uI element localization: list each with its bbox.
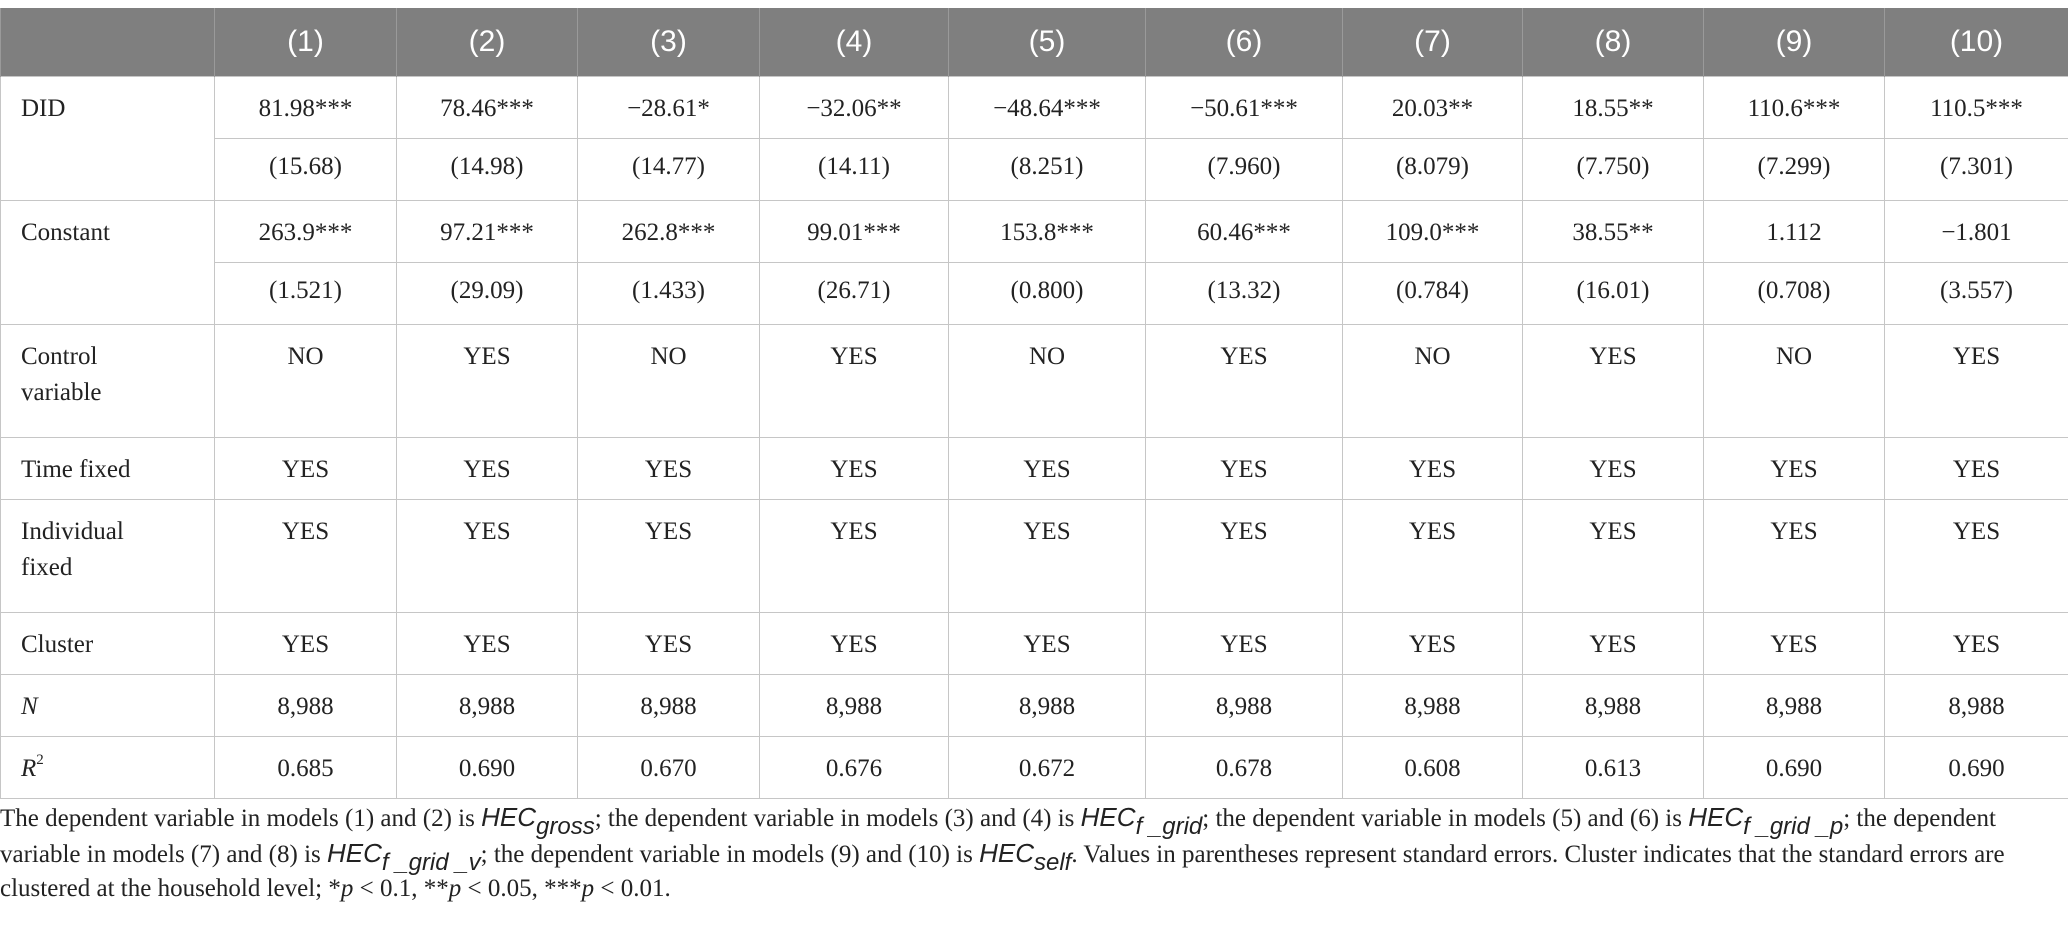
table-cell: 18.55** bbox=[1523, 77, 1704, 139]
note-var-hec-gross bbox=[481, 802, 595, 840]
table-cell: YES bbox=[397, 500, 578, 613]
table-cell: 110.6*** bbox=[1704, 77, 1885, 139]
table-cell: YES bbox=[1885, 438, 2068, 500]
table-cell: YES bbox=[949, 613, 1146, 675]
regression-table-container bbox=[0, 8, 2068, 799]
table-cell: 0.685 bbox=[215, 737, 397, 799]
table-cell: (1.521) bbox=[215, 263, 397, 325]
note-var-base: HEC bbox=[481, 802, 536, 832]
table-cell: 20.03** bbox=[1343, 77, 1523, 139]
note-var-base: HEC bbox=[1080, 802, 1136, 832]
table-cell: 0.690 bbox=[397, 737, 578, 799]
table-cell: YES bbox=[760, 325, 949, 438]
table-cell: YES bbox=[1343, 500, 1523, 613]
row-label-n: N bbox=[1, 675, 215, 737]
table-cell: NO bbox=[1704, 325, 1885, 438]
note-var-hec-f-grid-p bbox=[1688, 802, 1844, 840]
control-row bbox=[1, 325, 2068, 438]
individual-fixed-row bbox=[1, 500, 2068, 613]
table-cell: −48.64*** bbox=[949, 77, 1146, 139]
table-cell: (8.251) bbox=[949, 139, 1146, 201]
table-cell: 8,988 bbox=[215, 675, 397, 737]
table-cell: YES bbox=[1146, 438, 1343, 500]
table-cell: −32.06** bbox=[760, 77, 949, 139]
table-cell: (7.750) bbox=[1523, 139, 1704, 201]
table-cell: YES bbox=[949, 438, 1146, 500]
table-cell: 8,988 bbox=[760, 675, 949, 737]
table-cell: YES bbox=[215, 613, 397, 675]
table-cell: 8,988 bbox=[949, 675, 1146, 737]
r2-superscript: 2 bbox=[36, 752, 44, 768]
table-cell: 8,988 bbox=[1146, 675, 1343, 737]
row-label-time-fixed: Time fixed bbox=[1, 438, 215, 500]
note-text: ; the dependent variable in models (9) and (10) is bbox=[480, 841, 980, 868]
note-var-sub: self bbox=[1034, 849, 1072, 876]
col-header: (7) bbox=[1343, 8, 1523, 77]
table-cell: YES bbox=[578, 613, 760, 675]
col-header: (10) bbox=[1885, 8, 2068, 77]
table-cell: (7.960) bbox=[1146, 139, 1343, 201]
table-cell: (7.301) bbox=[1885, 139, 2068, 201]
row-label-constant: Constant bbox=[1, 201, 215, 325]
table-cell: 8,988 bbox=[1343, 675, 1523, 737]
note-text: The dependent variable in models (1) and (2) is bbox=[0, 805, 482, 832]
note-var-hec-f-grid-v bbox=[327, 838, 481, 876]
table-cell: −1.801 bbox=[1885, 201, 2068, 263]
row-label-individual-line2: fixed bbox=[21, 554, 73, 581]
table-cell: 60.46*** bbox=[1146, 201, 1343, 263]
did-coef-row bbox=[1, 77, 2068, 139]
table-cell: 99.01*** bbox=[760, 201, 949, 263]
table-cell: 8,988 bbox=[1885, 675, 2068, 737]
table-footnote bbox=[0, 800, 2060, 906]
row-label-did: DID bbox=[1, 77, 215, 201]
col-header: (9) bbox=[1704, 8, 1885, 77]
table-cell: YES bbox=[1704, 613, 1885, 675]
table-cell: 1.112 bbox=[1704, 201, 1885, 263]
r2-row bbox=[1, 737, 2068, 799]
constant-se-row bbox=[1, 263, 2068, 325]
table-cell: −28.61* bbox=[578, 77, 760, 139]
table-cell: YES bbox=[1146, 500, 1343, 613]
table-cell: YES bbox=[760, 613, 949, 675]
table-cell: (14.98) bbox=[397, 139, 578, 201]
row-label-control bbox=[1, 325, 215, 438]
row-label-cluster: Cluster bbox=[1, 613, 215, 675]
table-cell: YES bbox=[1885, 500, 2068, 613]
table-cell: YES bbox=[760, 438, 949, 500]
did-se-row bbox=[1, 139, 2068, 201]
table-cell: (14.77) bbox=[578, 139, 760, 201]
col-header: (5) bbox=[949, 8, 1146, 77]
table-cell: YES bbox=[578, 500, 760, 613]
table-cell: YES bbox=[1523, 438, 1704, 500]
table-cell: YES bbox=[1704, 500, 1885, 613]
table-cell: (7.299) bbox=[1704, 139, 1885, 201]
table-cell: 109.0*** bbox=[1343, 201, 1523, 263]
note-var-base: HEC bbox=[979, 838, 1034, 868]
col-header: (2) bbox=[397, 8, 578, 77]
table-cell: NO bbox=[1343, 325, 1523, 438]
table-cell: YES bbox=[1885, 613, 2068, 675]
table-cell: YES bbox=[1523, 325, 1704, 438]
row-label-r2 bbox=[1, 737, 215, 799]
note-var-hec-self bbox=[979, 838, 1072, 876]
table-cell: YES bbox=[1523, 500, 1704, 613]
table-cell: 78.46*** bbox=[397, 77, 578, 139]
header-corner bbox=[1, 8, 215, 77]
table-cell: 8,988 bbox=[397, 675, 578, 737]
row-label-control-line1: Control bbox=[21, 343, 98, 370]
table-cell: YES bbox=[397, 325, 578, 438]
table-cell: YES bbox=[1885, 325, 2068, 438]
note-text: ; the dependent variable in models (7) and (8) is bbox=[0, 805, 1996, 868]
note-text: . Values in parentheses represent standard errors. Cluster indicates that the standard errors are clustered at the household level; * bbox=[0, 841, 2005, 902]
note-p-symbol: p bbox=[448, 875, 462, 902]
table-cell: YES bbox=[215, 500, 397, 613]
note-p-symbol: p bbox=[581, 875, 595, 902]
table-cell: 0.676 bbox=[760, 737, 949, 799]
table-cell: (0.784) bbox=[1343, 263, 1523, 325]
col-header: (3) bbox=[578, 8, 760, 77]
note-var-sub: gross bbox=[536, 813, 595, 840]
col-header: (8) bbox=[1523, 8, 1704, 77]
note-var-sub: f _grid _p bbox=[1743, 813, 1844, 840]
r2-letter: R bbox=[21, 755, 37, 782]
table-cell: YES bbox=[578, 438, 760, 500]
note-var-sub: f _grid bbox=[1135, 813, 1203, 840]
note-var-sub: f _grid _v bbox=[381, 849, 481, 876]
table-cell: 0.670 bbox=[578, 737, 760, 799]
table-cell: NO bbox=[949, 325, 1146, 438]
note-text: < 0.1, ** bbox=[353, 875, 449, 902]
table-cell: YES bbox=[1523, 613, 1704, 675]
table-cell: (3.557) bbox=[1885, 263, 2068, 325]
note-var-hec-f-grid bbox=[1080, 802, 1203, 840]
table-cell: 262.8*** bbox=[578, 201, 760, 263]
table-cell: −50.61*** bbox=[1146, 77, 1343, 139]
table-cell: 0.672 bbox=[949, 737, 1146, 799]
table-cell: 110.5*** bbox=[1885, 77, 2068, 139]
note-text: < 0.01. bbox=[594, 875, 671, 902]
table-cell: 0.678 bbox=[1146, 737, 1343, 799]
table-cell: YES bbox=[397, 438, 578, 500]
table-cell: YES bbox=[1146, 325, 1343, 438]
table-cell: 263.9*** bbox=[215, 201, 397, 263]
cluster-row bbox=[1, 613, 2068, 675]
col-header: (6) bbox=[1146, 8, 1343, 77]
table-cell: YES bbox=[1343, 613, 1523, 675]
table-cell: 8,988 bbox=[1704, 675, 1885, 737]
table-cell: 38.55** bbox=[1523, 201, 1704, 263]
table-cell: 0.690 bbox=[1704, 737, 1885, 799]
header-row bbox=[1, 8, 2068, 77]
row-label-control-line2: variable bbox=[21, 379, 102, 406]
table-cell: (15.68) bbox=[215, 139, 397, 201]
table-cell: 0.613 bbox=[1523, 737, 1704, 799]
col-header: (4) bbox=[760, 8, 949, 77]
table-cell: NO bbox=[215, 325, 397, 438]
table-cell: (14.11) bbox=[760, 139, 949, 201]
table-cell: 97.21*** bbox=[397, 201, 578, 263]
regression-table bbox=[0, 8, 2068, 799]
table-cell: YES bbox=[1343, 438, 1523, 500]
table-cell: 8,988 bbox=[578, 675, 760, 737]
note-var-base: HEC bbox=[1688, 802, 1744, 832]
table-cell: 0.690 bbox=[1885, 737, 2068, 799]
table-cell: YES bbox=[1704, 438, 1885, 500]
table-cell: 8,988 bbox=[1523, 675, 1704, 737]
row-label-individual-fixed bbox=[1, 500, 215, 613]
table-cell: (26.71) bbox=[760, 263, 949, 325]
table-cell: YES bbox=[949, 500, 1146, 613]
col-header: (1) bbox=[215, 8, 397, 77]
table-cell: YES bbox=[215, 438, 397, 500]
table-cell: YES bbox=[397, 613, 578, 675]
note-var-base: HEC bbox=[327, 838, 382, 868]
table-cell: YES bbox=[760, 500, 949, 613]
n-row bbox=[1, 675, 2068, 737]
table-cell: 0.608 bbox=[1343, 737, 1523, 799]
table-cell: YES bbox=[1146, 613, 1343, 675]
table-cell: 153.8*** bbox=[949, 201, 1146, 263]
table-cell: (16.01) bbox=[1523, 263, 1704, 325]
note-text: ; the dependent variable in models (3) and (4) is bbox=[594, 805, 1081, 832]
table-cell: 81.98*** bbox=[215, 77, 397, 139]
table-cell: (1.433) bbox=[578, 263, 760, 325]
time-fixed-row bbox=[1, 438, 2068, 500]
note-text: ; the dependent variable in models (5) and (6) is bbox=[1202, 805, 1689, 832]
row-label-individual-line1: Individual bbox=[21, 518, 124, 545]
table-cell: (29.09) bbox=[397, 263, 578, 325]
table-cell: (13.32) bbox=[1146, 263, 1343, 325]
table-cell: (0.800) bbox=[949, 263, 1146, 325]
note-p-symbol: p bbox=[340, 875, 354, 902]
constant-coef-row bbox=[1, 201, 2068, 263]
table-cell: NO bbox=[578, 325, 760, 438]
table-cell: (8.079) bbox=[1343, 139, 1523, 201]
note-text: < 0.05, *** bbox=[461, 875, 582, 902]
table-cell: (0.708) bbox=[1704, 263, 1885, 325]
